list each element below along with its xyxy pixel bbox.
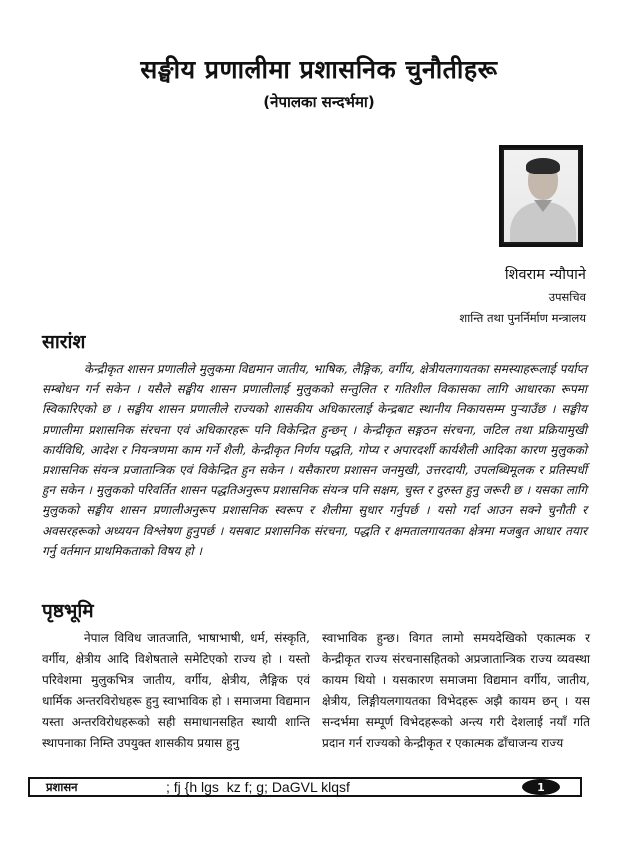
abstract-paragraph: केन्द्रीकृत शासन प्रणालीले मुलुकमा विद्यमान जातीय, भाषिक, लैङ्गिक, वर्गीय, क्षेत्रीयलगायतका समस्याहरूलाई पर्याप्त सम्बोधन गर्न सकेन । यसैले सङ्घीय शासन प्रणालीलाई मुलुकको सन्तुलित र गतिशील विकासका लागि आधारका रूपमा स्विकारिएको छ । सङ्घीय शासन प्रणालीले राज्यको शासकीय अधिकारलाई केन्द्रबाट स्थानीय निकायसम्म पुऱ्याउँछ । सङ्घीय प्रणालीमा प्रशासनिक संरचना एवं अधिकारहरू पनि विकेन्द्रित हुन्छन् । केन्द्रीकृत सङ्गठन संरचना, जटिल तथा प्रक्रियामुखी कार्यविधि, आदेश र नियन्त्रणमा काम गर्ने शैली, केन्द्रीकृत निर्णय पद्धति, गोप्य र अपारदर्शी कार्यशैली आदिका कारण मुलुकको प्रशासनिक संयन्त्र प्रजातान्त्रिक एवं विकेन्द्रित हुन सकेन । यसैकारण प्रशासन जनमुखी, उत्तरदायी, उपलब्धिमूलक र प्रतिस्पर्धी हुन सकेन । मुलुकको परिवर्तित शासन पद्धतिअनुरूप प्रशासनिक संयन्त्र पनि सक्षम, चुस्त र दुरुस्त हुनु जरूरी छ । यसका लागि मुलुकको सङ्घीय शासन प्रणालीअनुरूप प्रशासनिक स्वरूप र शैलीमा सुधार गर्नुपर्छ । यसो गर्दा आउन सक्ने चुनौती र अवसरहरूको अध्ययन विश्लेषण हुनुपर्छ । यसबाट प्रशासनिक संरचना, पद्धति र क्षमतालगायतका क्षेत्रमा मजबुत आधार तयार गर्नु वर्तमान प्राथमिकताको विषय हो । [42,362,587,558]
abstract-body [42,359,587,561]
author-name: शिवराम न्यौपाने [504,267,586,283]
article-title: सङ्घीय प्रणालीमा प्रशासनिक चुनौतीहरू [140,55,498,84]
page-number-badge: 1 [522,779,560,795]
abstract-heading: सारांश [42,331,86,353]
page-footer [28,777,582,797]
author-photo [499,145,583,247]
portrait-hair [526,158,560,174]
footer-journal-name: प्रशासन [46,779,78,794]
author-role: उपसचिव [548,290,586,304]
footer-garbled-text: ; fj {h lgs kz f; g; DaGVL klqsf [166,779,350,795]
background-left-paragraph: नेपाल विविध जातजाति, भाषाभाषी, धर्म, संस्कृति, वर्गीय, क्षेत्रीय आदि विशेषताले समेटिएको राज्य हो । यस्तो परिवेशमा मुलुकभित्र जातीय, वर्गीय, क्षेत्रीय, लैङ्गिक एवं धार्मिक अन्तरविरोधहरू हुनु स्वाभाविक हो । समाजमा विद्यमान यस्ता अन्तरविरोधहरूको सही समाधानसहित स्थायी शान्ति स्थापनाका निम्ति उपयुक्त शासकीय प्रयास हुनु [42,631,310,750]
article-subtitle: (नेपालका सन्दर्भमा) [263,93,375,111]
author-portrait-icon [504,150,578,242]
background-heading: पृष्ठभूमि [42,600,94,622]
background-right-paragraph: स्वाभाविक हुन्छ। विगत लामो समयदेखिको एकात्मक र केन्द्रीकृत राज्य संरचनासहितको अप्रजातान्त्रिक राज्य व्यवस्था कायम थियो । यसकारण समाजमा विद्यमान वर्गीय, जातीय, क्षेत्रीय, लिङ्गीयलगायतका विभेदहरू अझै कायम छन् । यस सन्दर्भमा सम्पूर्ण विभेदहरूको अन्त्य गरी देशलाई नयाँ गति प्रदान गर्न राज्यको केन्द्रीकृत र एकात्मक ढाँचाजन्य राज्य [322,631,590,750]
author-organization: शान्ति तथा पुनर्निर्माण मन्त्रालय [459,311,586,325]
background-right-column [322,628,590,754]
author-block [459,264,586,326]
background-left-column [42,628,310,754]
